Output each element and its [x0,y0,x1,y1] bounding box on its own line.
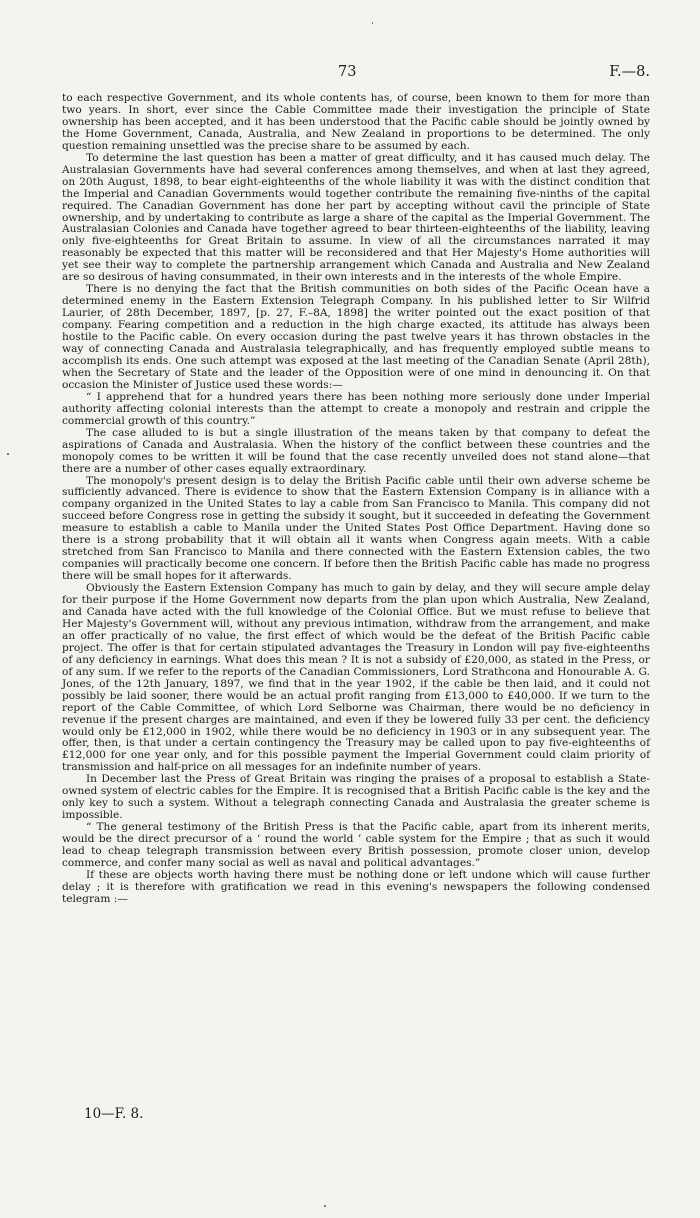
paragraph: If these are objects worth having there must be nothing done or left undone which will cause further delay ; it is therefore with gratification we read in this evening's newspapers the following condensed telegram :— [62,868,650,905]
scan-speck [372,22,373,24]
body-text [62,93,650,906]
quotation: “ The general testimony of the British Press is that the Pacific cable, apart from its inherent merits, would be the direct precursor of a ‘ round the world ’ cable system for the Empire ; that as such it would lead to cheap telegraph transmission between every British possession, promote closer union, develop commerce, and confer many social as well as naval and political advantages.” [62,821,650,869]
paragraph: In December last the Press of Great Britain was ringing the praises of a proposal to establish a State-owned system of electric cables for the Empire. It is recognised that a British Pacific cable is the key and the only key to such a system. Without a telegraph connecting Canada and Australasia the greater scheme is impossible. [62,773,650,822]
document-code: F.—8. [609,64,650,80]
paragraph: To determine the last question has been a matter of great difficulty, and it has caused much delay. The Australasian Governments have had several conferences among themselves, and when at last they agreed, on 20th August, 1898, to bear eight-eighteenths of the whole liability it was with the distinct condition that the Imperial and Canadian Governments would together contribute the remaining five-ninths of the capital required. The Canadian Government has done her part by accepting without cavil the principle of State ownership, and by undertaking to contribute as large a share of the capital as the Imperial Government. The Australasian Colonies and Canada have together agreed to bear thirteen-eighteenths of the liability, leaving only five-eighteenths for Great Britain to assume. In view of all the circumstances narrated it may reasonably be expected that this matter will be reconsidered and that Her Majesty's Home authorities will yet see their way to complete the partnership arrangement which Canada and Australia and New Zealand are so desirous of having consummated, in their own interests and in the interests of the whole Empire. [62,151,650,284]
paragraph: There is no denying the fact that the British communities on both sides of the Pacific Ocean have a determined enemy in the Eastern Extension Telegraph Company. In his published letter to Sir Wilfrid Laurier, of 28th December, 1897, [p. 27, F.–8A, 1898] the writer pointed out the exact position of that company. Fearing competition and a reduction in the high charge exacted, its attitude has always been hostile to the Pacific cable. On every occasion during the past twelve years it has thrown obstacles in the way of connecting Canada and Australasia telegraphically, and has frequently employed subtle means to accomplish its ends. One such attempt was exposed at the last meeting of the Canadian Senate (April 28th), when the Secretary of State and the leader of the Opposition were of one mind in denouncing it. On that occasion the Minister of Justice used these words:— [62,283,650,391]
page-number: 73 [338,64,357,80]
paragraph: Obviously the Eastern Extension Company has much to gain by delay, and they will secure ample delay for their purpose if the Home Government now departs from the plan upon which Australia, New Zealand, and Canada have acted with the full knowledge of the Colonial Office. But we must refuse to believe that Her Majesty's Government will, without any previous intimation, withdraw from the arrangement, and make an offer practically of no value, the first effect of which would be the defeat of the British Pacific cable project. The offer is that for certain stipulated advantages the Treasury in London will pay five-eighteenths of any deficiency in earnings. What does this mean ? It is not a subsidy of £20,000, as stated in the Press, or of any sum. If we refer to the reports of the Canadian Commissioners, Lord Strathcona and Honourable A. G. Jones, of the 12th January, 1897, we find that in the year 1902, if the cable be then laid, and it could not possibly be laid sooner, there would be an actual profit ranging from £13,000 to £40,000. If we turn to the report of the Cable Committee, of which Lord Selborne was Chairman, there would be no deficiency in revenue if the present charges are maintained, and even if they be lowered fully 33 per cent. the deficiency would only be £12,000 in 1902, while there would be no deficiency in 1903 or in any subsequent year. The offer, then, is that under a certain contingency the Treasury may be called upon to pay five-eighteenths of £12,000 for one year only, and for this possible payment the Imperial Government could claim priority of transmission and half-price on all messages for an indefinite number of years. [62,582,650,774]
page-header [62,64,650,84]
quotation: “ I apprehend that for a hundred years there has been nothing more seriously done under Imperial authority affecting colonial interests than the attempt to create a monopoly and restrain and cripple the commercial growth of this country.” [62,390,650,427]
signature-mark: 10—F. 8. [84,1106,144,1122]
paragraph: The case alluded to is but a single illustration of the means taken by that company to defeat the aspirations of Canada and Australasia. When the history of the conflict between these countries and the monopoly comes to be written it will be found that the case recently unveiled does not stand alone—that there are a number of other cases equally extraordinary. [62,426,650,475]
paragraph: The monopoly's present design is to delay the British Pacific cable until their own adverse scheme be sufficiently advanced. There is evidence to show that the Eastern Extension Company is in alliance with a company organized in the United States to lay a cable from San Francisco to Manila. This company did not succeed before Congress rose in getting the subsidy it sought, but it succeeded in defeating the Government measure to establish a cable to Manila under the United States Post Office Department. Having done so there is a strong probability that it will obtain all it wants when Congress again meets. With a cable stretched from San Francisco to Manila and there connected with the Eastern Extension cables, the two companies will practically become one concern. If before then the British Pacific cable has made no progress there will be small hopes for it afterwards. [62,474,650,583]
scan-speck [7,453,9,455]
scan-speck [324,1205,326,1207]
paragraph: to each respective Government, and its whole contents has, of course, been known to them for more than two years. In short, ever since the Cable Committee made their investigation the principle of State ownership has been accepted, and it has been understood that the Pacific cable should be jointly owned by the Home Government, Canada, Australia, and New Zealand in proportions to be determined. The only question remaining unsettled was the precise share to be assumed by each. [62,92,650,152]
